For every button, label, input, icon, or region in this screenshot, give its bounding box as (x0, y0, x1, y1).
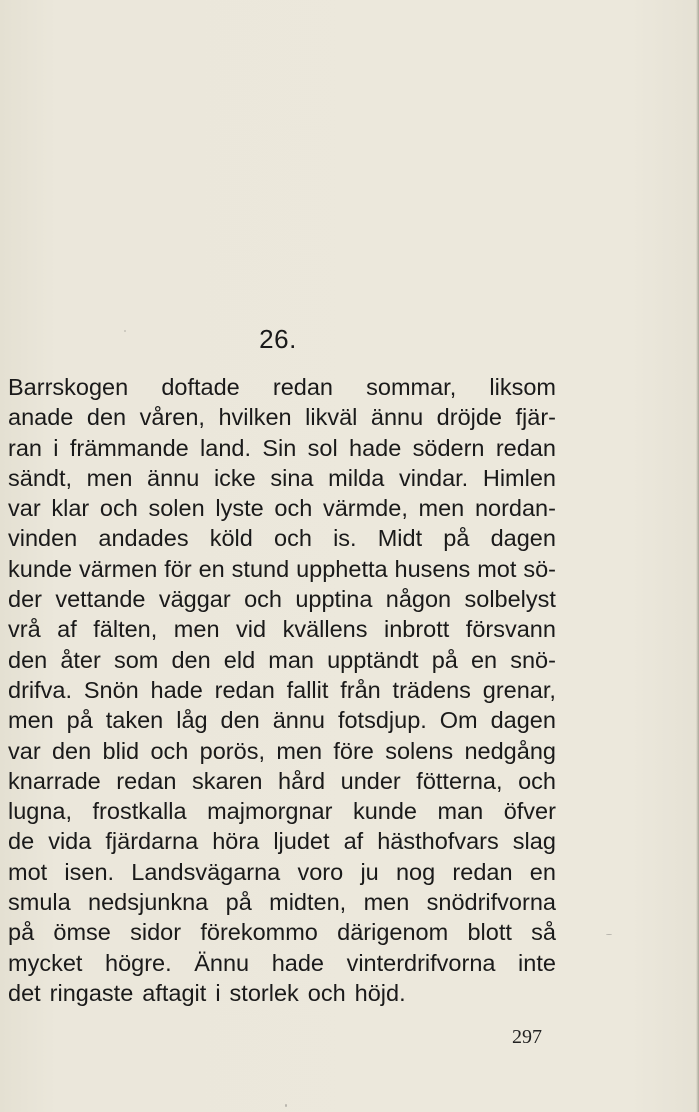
text-line: lugna, frostkalla majmorgnar kunde man öfver (8, 798, 556, 825)
text-line: sändt, men ännu icke sina milda vindar. Himlen (8, 464, 556, 491)
text-line: der vettande väggar och upptina någon solbelyst (8, 586, 556, 613)
text-line: smula nedsjunkna på midten, men snödrifvorna (8, 889, 556, 916)
text-line: mycket högre. Ännu hade vinterdrifvorna inte (8, 949, 556, 976)
paper-speck (606, 934, 612, 935)
text-line: vrå af fälten, men vid kvällens inbrott försvann (8, 616, 556, 643)
text-line: mot isen. Landsvägarna voro ju nog redan en (8, 858, 556, 885)
text-line: drifva. Snön hade redan fallit från trädens grenar, (8, 676, 556, 703)
text-line: kunde värmen för en stund upphetta husens mot sö- (8, 555, 556, 582)
text-line: men på taken låg den ännu fotsdjup. Om dagen (8, 707, 556, 734)
text-line: på ömse sidor förekommo därigenom blott så (8, 919, 556, 946)
text-line: var klar och solen lyste och värmde, men nordan- (8, 495, 556, 522)
body-paragraph (8, 372, 556, 1008)
text-line: anade den våren, hvilken likväl ännu dröjde fjär- (8, 404, 556, 431)
text-line: Barrskogen doftade redan sommar, liksom (8, 374, 556, 400)
paper-speck (124, 330, 126, 332)
page-number: 297 (512, 1026, 542, 1048)
text-line: ran i främmande land. Sin sol hade södern redan (8, 434, 556, 461)
text-line: den åter som den eld man upptändt på en snö- (8, 646, 556, 673)
text-line: vinden andades köld och is. Midt på dagen (8, 525, 556, 552)
paper-speck (285, 1104, 287, 1107)
chapter-number: 26. (259, 324, 297, 354)
text-line: det ringaste aftagit i storlek och höjd. (8, 979, 406, 1006)
text-line: knarrade redan skaren hård under fötterna, och (8, 767, 556, 794)
text-line: de vida fjärdarna höra ljudet af hästhofvars slag (8, 828, 556, 855)
text-line: var den blid och porös, men före solens nedgång (8, 737, 556, 764)
